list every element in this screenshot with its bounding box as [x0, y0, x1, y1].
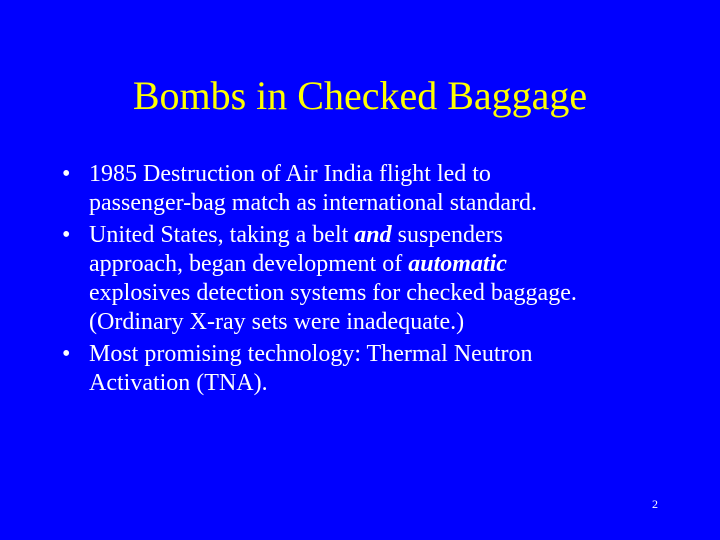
page-number: 2	[652, 497, 658, 511]
emphasized-word: and	[354, 222, 392, 248]
emphasized-word: automatic	[408, 251, 507, 277]
bullet-line: Activation (TNA).	[89, 370, 268, 396]
bullet-line	[89, 250, 702, 279]
bullet-item-3	[62, 340, 702, 398]
bullet-text	[89, 340, 702, 398]
bullet-dot-icon: •	[62, 161, 71, 187]
bullet-dot-icon: •	[62, 341, 71, 367]
bullet-text-segment: approach, began development of	[89, 251, 409, 277]
bullet-line: (Ordinary X-ray sets were inadequate.)	[89, 309, 465, 335]
bullet-line: Most promising technology: Thermal Neutron	[89, 341, 533, 367]
bullet-line	[89, 221, 702, 250]
slide-title: Bombs in Checked Baggage	[132, 73, 588, 118]
bullet-text	[89, 221, 702, 337]
bullet-list	[62, 160, 702, 401]
bullet-dot-icon: •	[62, 222, 71, 248]
bullet-text-segment: suspenders	[391, 222, 503, 248]
bullet-text-segment: United States, taking a belt	[89, 222, 355, 248]
bullet-line: 1985 Destruction of Air India flight led to	[89, 161, 491, 187]
bullet-item-1	[62, 160, 702, 218]
bullet-line: passenger-bag match as international standard.	[89, 190, 538, 216]
bullet-text	[89, 160, 702, 218]
bullet-line: explosives detection systems for checked baggage.	[89, 280, 577, 306]
bullet-item-2	[62, 221, 702, 337]
